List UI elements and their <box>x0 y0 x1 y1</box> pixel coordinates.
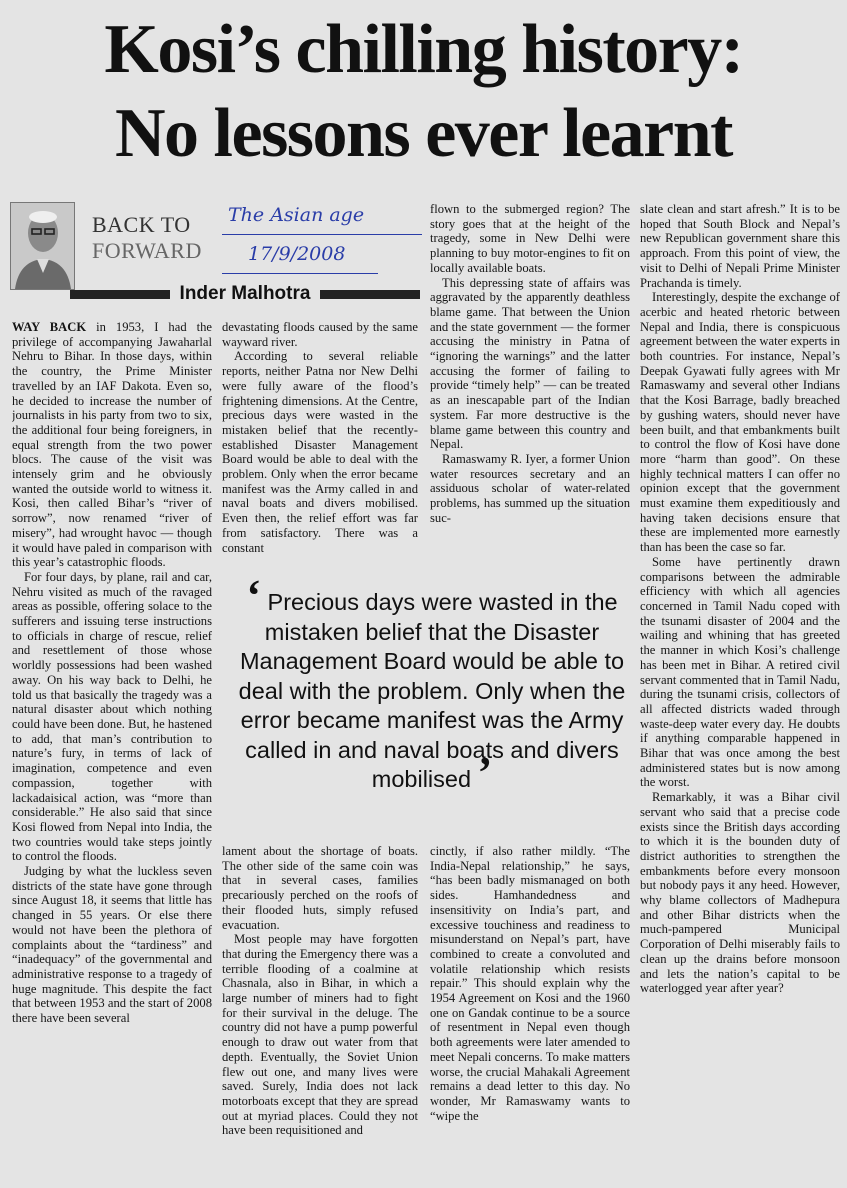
headline-line-1: Kosi’s chilling history: <box>104 11 743 88</box>
byline-rule-right <box>320 290 420 299</box>
paragraph: Interestingly, despite the exchange of acerbic and heated rhetoric between Nepal and India, there is conspicuous agreement between the water experts in both countries. For instance, Nepal’s Deepak Gyawati fully agrees with Mr Ramaswamy and several other Indians that the Kosi Barrage, badly breached by gushing waters, should never have been built, and that embankments built to control the flow of Kosi have done more “harm than good”. On these highly technical matters I can offer no opinion except that the government must examine them expeditiously and having taken decisions ensure that these are implemented more earnestly than has been the case so far. <box>640 290 840 555</box>
paragraph: lament about the shortage of boats. The other side of the same coin was that in several cases, families precariously perched on the roofs of their flooded huts, simply refused evacuation. <box>222 844 418 932</box>
headline-line-2: No lessons ever learnt <box>115 95 732 172</box>
column-1 <box>12 320 212 1184</box>
column-2-top <box>222 320 418 588</box>
paragraph: Judging by what the luckless seven districts of the state have gone through since August 18, it seems that little has changed in 55 years. Or else there would not have been the plethora of complaints about the “tardiness” and “inadequacy” of the governmental and administrative response to a tragedy of huge magnitude. This despite the fact that between 1953 and the start of 2008 there have been several <box>12 864 212 1026</box>
paragraph: Some have pertinently drawn comparisons between the admirable efficiency with which all agencies concerned in Tamil Nadu coped with the tsunami disaster of 2004 and the wailing and whining that has greeted the manner in which Kosi’s challenge has been met in Bihar. A retired civil servant commented that in Tamil Nadu, during the tsunami crisis, collectors of all affected districts waded through waste-deep water every day. He doubts if anything comparable happened in Bihar that was once among the best administered states but is now among the worst. <box>640 554 840 790</box>
paragraph: flown to the submerged region? The story goes that at the height of the tragedy, some in New Delhi were planning to buy motor-engines to fit on locally available boats. <box>430 202 630 275</box>
byline-author: Inder Malhotra <box>179 283 311 304</box>
pull-quote <box>218 571 646 840</box>
pull-quote-close-mark: ’ <box>477 748 493 797</box>
paragraph: devastating floods caused by the same wayward river. <box>222 320 418 349</box>
byline <box>70 282 420 306</box>
paragraph: slate clean and start afresh.” It is to be hoped that South Block and Nepal’s new Republican government share this approach. From this point of view, the visit to Delhi of Nepali Prime Minister Prachanda is timely. <box>640 202 840 290</box>
column-name <box>92 212 220 264</box>
column-2-bottom <box>222 844 418 1184</box>
handwritten-source: The Asian age <box>222 196 422 235</box>
author-portrait-icon <box>10 202 75 290</box>
paragraph: in 1953, I had the privilege of accompanying Jawaharlal Nehru to Bihar. In those days, within the country, the Prime Minister travelled by an IAF Dakota. Even so, he decided to increase the number of journalists in his party from two to six, the additional four being foreigners, in equal strength from the two power blocs. The cause of the visit was intensely grim and he obviously wanted the outside world to witness it. Kosi, then called Bihar’s “river of sorrow”, now renamed “river of misery”, had wrought havoc — though it would have paled in comparison with this year’s catastrophic floods. <box>12 320 212 570</box>
paragraph: According to several reliable reports, neither Patna nor New Delhi were fully aware of the flood’s frightening dimensions. At the Centre, precious days were wasted in the mistaken belief that the recently-established Disaster Management Board would be able to deal with the problem. Only when the error became manifest was the Army called in and naval boats and divers mobilised. Even then, the relief effort was far from satisfactory. There was a constant <box>222 349 418 555</box>
lead-in: WAY BACK <box>12 320 87 334</box>
pull-quote-text: Precious days were wasted in the mistaken belief that the Disaster Management Board would be able to deal with the problem. Only when the error became manifest was the Army called in and naval boats and divers mobilised <box>238 589 626 792</box>
byline-rule-left <box>70 290 170 299</box>
column-3-bottom <box>430 844 630 1184</box>
headline <box>8 8 839 176</box>
paragraph: cinctly, if also rather mildly. “The India-Nepal relationship,” he says, “has been badly mismanaged on both sides. Hamhandedness and insensitivity on India’s part, and excessive touchiness and readiness to misunderstand on Nepal’s part, have combined to create a convoluted and volatile relationship which resists repair.” This should explain why the 1954 Agreement on Kosi and the 1960 one on Gandak continue to be a source of resentment in Nepal even though both agreements were later amended to meet Nepali concerns. To make matters worse, the crucial Mahakali Agreement remains a dead letter to this day. No wonder, Mr Ramaswamy wants to “wipe the <box>430 844 630 1123</box>
paragraph: For four days, by plane, rail and car, Nehru visited as much of the ravaged areas as possible, offering solace to the sufferers and issuing terse instructions to officials in charge of rescue, relief and resettlement of those whose worldly possessions had been washed away. On his way back to Delhi, he told us that basically the tragedy was a natural disaster about which nothing could have been done. But, he hastened to add, that man’s contribution to nature’s fury, in terms of lack of imagination, competence and even compassion, together with lackadaisical action, was “more than considerable.” He also said that since Kosi flowed from Nepal into India, the two countries would take steps jointly to control the floods. <box>12 569 212 864</box>
column-name-line-2: FORWARD <box>92 238 202 263</box>
pull-quote-open-mark: ‘ <box>246 571 262 620</box>
paragraph: This depressing state of affairs was aggravated by the apparently deathless blame game. That between the Union and the state government — the former accusing the ministry in Patna of “ignoring the warnings” and the latter accusing the former of failing to provide “timely help” — can be treated as an inescapable part of the Indian system. Far more destructive is the blame game between this country and Nepal. <box>430 275 630 452</box>
paragraph: Ramaswamy R. Iyer, a former Union water resources secretary and an assiduous scholar of water-related problems, has summed up the situation suc- <box>430 451 630 525</box>
paragraph: Most people may have forgotten that during the Emergency there was a terrible flooding of a coalmine at Chasnala, also in Bihar, in which a large number of miners had to fight for their survival in the deluge. The country did not have a pump powerful enough to draw out water from that depth. Eventually, the Soviet Union flew out one, and many lives were saved. Surely, India does not lack motorboats except that they are spread out at myriad places. Could they not have been requisitioned and <box>222 932 418 1138</box>
paragraph: Remarkably, it was a Bihar civil servant who said that a precise code exists since the British days according to which it is the bounden duty of district authorities to strengthen the embankments before every monsoon but nobody pays it any heed. However, why blame collectors of Madhepura and other Bihar districts when the much-pampered Municipal Corporation of Delhi miserably fails to clean up the drains before monsoon and lets the nation’s capital to be waterlogged year after year? <box>640 790 840 996</box>
handwritten-annotation <box>222 196 422 274</box>
column-name-line-1: BACK TO <box>92 212 191 237</box>
column-3-top <box>430 202 630 588</box>
column-4 <box>640 202 840 1184</box>
handwritten-date: 17/9/2008 <box>222 235 378 274</box>
